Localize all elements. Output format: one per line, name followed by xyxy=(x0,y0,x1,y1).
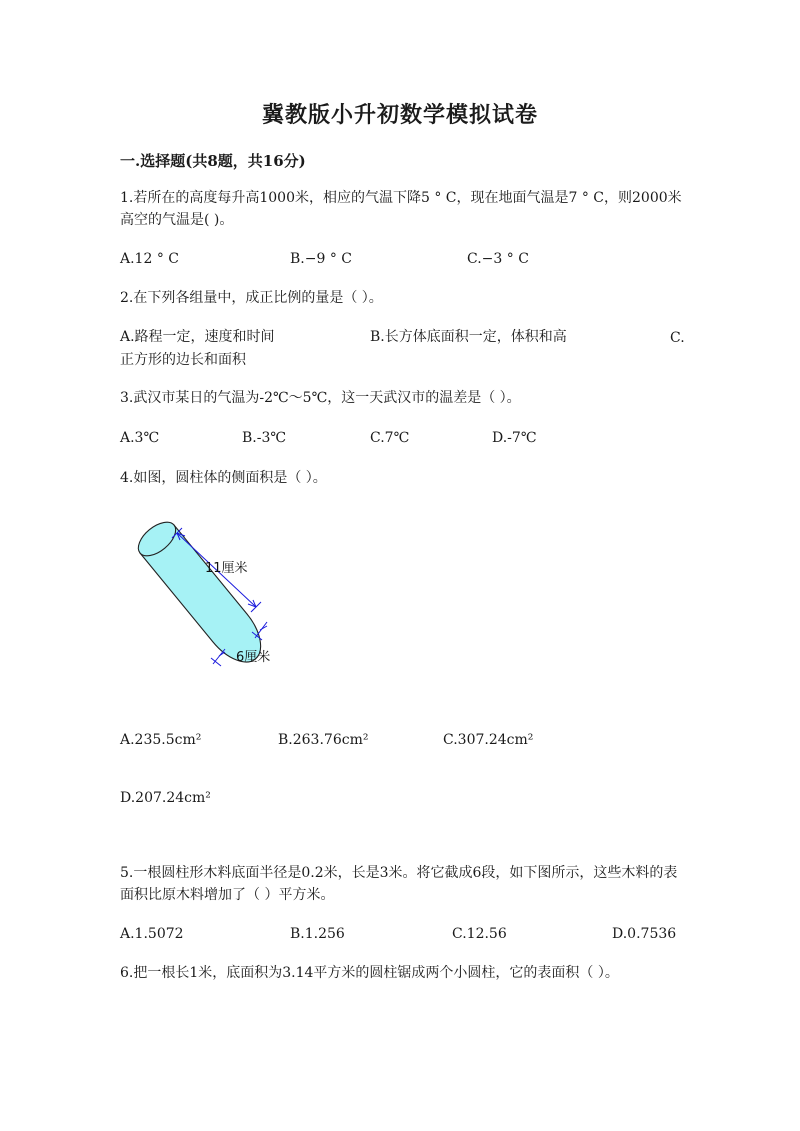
question-1-option-a[interactable]: A.12 ° C xyxy=(120,251,179,267)
length-label: 11厘米 xyxy=(205,561,248,576)
question-5-option-b[interactable]: B.1.256 xyxy=(290,926,345,942)
question-2-option-b[interactable]: B.长方体底面积一定，体积和高 xyxy=(370,329,567,345)
cylinder-shape xyxy=(132,518,260,662)
question-1-option-c[interactable]: C.−3 ° C xyxy=(467,251,529,267)
question-4-option-a[interactable]: A.235.5cm² xyxy=(120,732,202,748)
question-3-text: 3.武汉市某日的气温为-2℃～5℃，这一天武汉市的温差是（ ）。 xyxy=(120,390,521,406)
section-title: 一.选择题(共8题，共16分) xyxy=(120,152,306,170)
question-6-text: 6.把一根长1米，底面积为3.14平方米的圆柱锯成两个小圆柱，它的表面积（ ）。 xyxy=(120,965,619,981)
question-3-option-d[interactable]: D.-7℃ xyxy=(492,430,537,446)
question-4-option-b[interactable]: B.263.76cm² xyxy=(278,732,369,748)
question-2-option-a[interactable]: A.路程一定，速度和时间 xyxy=(120,329,275,345)
question-4-text: 4.如图，圆柱体的侧面积是（ ）。 xyxy=(120,470,327,486)
cylinder-figure xyxy=(115,518,315,683)
question-3-option-b[interactable]: B.-3℃ xyxy=(242,430,287,446)
question-3-option-c[interactable]: C.7℃ xyxy=(370,430,410,446)
question-4-option-d[interactable]: D.207.24cm² xyxy=(120,790,211,806)
cylinder-diagram xyxy=(115,518,315,683)
question-5-text: 5.一根圆柱形木料底面半径是0.2米，长是3米。将它截成6段，如下图所示，这些木料的表面积比原木料增加了（ ）平方米。 xyxy=(120,865,678,903)
question-4-option-c[interactable]: C.307.24cm² xyxy=(443,732,534,748)
question-5-option-d[interactable]: D.0.7536 xyxy=(612,926,677,942)
diameter-label: 6厘米 xyxy=(236,650,271,665)
question-5-option-c[interactable]: C.12.56 xyxy=(452,926,507,942)
page-title: 冀教版小升初数学模拟试卷 xyxy=(261,102,538,128)
question-5-option-a[interactable]: A.1.5072 xyxy=(120,926,184,942)
question-3-option-a[interactable]: A.3℃ xyxy=(120,430,160,446)
question-1-option-b[interactable]: B.−9 ° C xyxy=(290,251,352,267)
question-1-text: 1.若所在的高度每升高1000米，相应的气温下降5 ° C，现在地面气温是7 ° C，则2000米高空的气温是( )。 xyxy=(120,190,682,228)
question-2-option-c[interactable]: C.正方形的边长和面积 xyxy=(120,330,685,368)
question-2-text: 2.在下列各组量中，成正比例的量是（ ）。 xyxy=(120,290,383,306)
